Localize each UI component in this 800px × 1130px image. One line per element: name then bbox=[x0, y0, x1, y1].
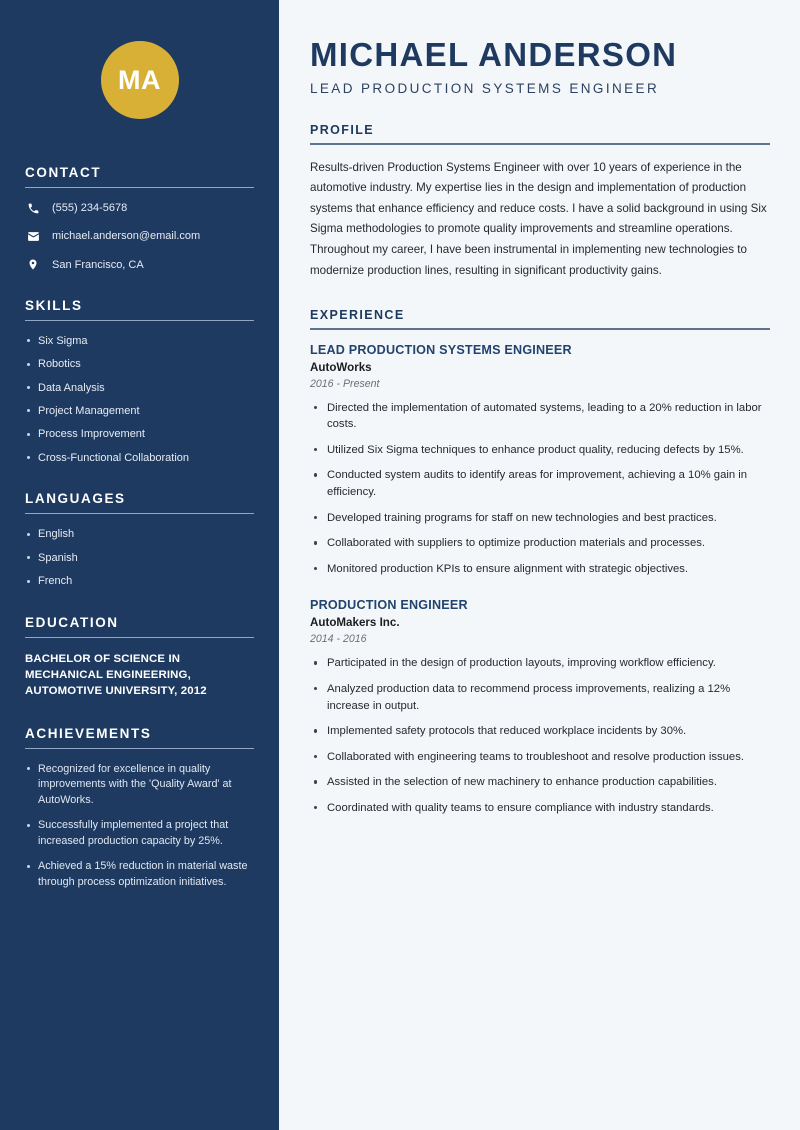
experience-heading: EXPERIENCE bbox=[310, 308, 405, 323]
contact-list bbox=[25, 201, 254, 272]
list-item: Process Improvement bbox=[25, 427, 254, 442]
list-item: Directed the implementation of automated systems, leading to a 20% reduction in labor costs. bbox=[310, 400, 770, 433]
list-item: Analyzed production data to recommend process improvements, realizing a 12% increase in output. bbox=[310, 681, 770, 714]
experience-section bbox=[310, 308, 770, 816]
sidebar bbox=[0, 0, 279, 1130]
languages-list bbox=[25, 527, 254, 589]
contact-divider bbox=[25, 187, 254, 188]
list-item: Achieved a 15% reduction in material waste through process optimization initiatives. bbox=[25, 859, 254, 890]
list-item: Spanish bbox=[25, 551, 254, 566]
education-divider bbox=[25, 637, 254, 638]
achievements-divider bbox=[25, 748, 254, 749]
languages-section bbox=[25, 491, 254, 589]
contact-item-location bbox=[25, 258, 254, 272]
experience-role: PRODUCTION ENGINEER bbox=[310, 598, 468, 613]
profile-section bbox=[310, 123, 770, 281]
profile-heading: PROFILE bbox=[310, 123, 374, 138]
contact-location-value: San Francisco, CA bbox=[52, 258, 144, 271]
list-item: Project Management bbox=[25, 404, 254, 419]
list-item: French bbox=[25, 574, 254, 589]
list-item: Successfully implemented a project that increased production capacity by 25%. bbox=[25, 818, 254, 849]
envelope-icon bbox=[25, 229, 41, 243]
main-content bbox=[279, 0, 800, 1130]
achievements-section bbox=[25, 726, 254, 891]
experience-entry bbox=[310, 343, 770, 578]
skills-heading: SKILLS bbox=[25, 297, 83, 313]
avatar bbox=[101, 41, 179, 119]
job-title-subtitle: LEAD PRODUCTION SYSTEMS ENGINEER bbox=[310, 81, 660, 97]
education-section bbox=[25, 615, 254, 700]
education-heading: EDUCATION bbox=[25, 614, 119, 630]
list-item: Collaborated with engineering teams to troubleshoot and resolve production issues. bbox=[310, 749, 770, 766]
experience-divider bbox=[310, 328, 770, 329]
experience-entry bbox=[310, 598, 770, 816]
list-item: Monitored production KPIs to ensure alignment with strategic objectives. bbox=[310, 561, 770, 578]
experience-company: AutoMakers Inc. bbox=[310, 616, 400, 630]
list-item: English bbox=[25, 527, 254, 542]
page-title: MICHAEL ANDERSON bbox=[310, 36, 678, 73]
list-item: Collaborated with suppliers to optimize production materials and processes. bbox=[310, 535, 770, 552]
list-item: Coordinated with quality teams to ensure compliance with industry standards. bbox=[310, 800, 770, 817]
list-item: Recognized for excellence in quality improvements with the 'Quality Award' at AutoWorks. bbox=[25, 762, 254, 809]
list-item: Utilized Six Sigma techniques to enhance product quality, reducing defects by 15%. bbox=[310, 442, 770, 459]
achievements-heading: ACHIEVEMENTS bbox=[25, 725, 152, 741]
list-item: Conducted system audits to identify areas for improvement, achieving a 10% gain in efficiency. bbox=[310, 467, 770, 500]
experience-dates: 2016 - Present bbox=[310, 377, 380, 390]
profile-text: Results-driven Production Systems Engineer with over 10 years of experience in the automotive industry. My expertise lies in the design and implementation of production systems that enhance efficiency and reduce costs. I have a solid background in using Six Sigma methodologies to promote quality improvements and streamline operations. Throughout my career, I have been instrumental in implementing new technologies to modernize production lines, resulting in significant productivity gains. bbox=[310, 160, 767, 277]
phone-icon bbox=[25, 201, 41, 215]
contact-item-email bbox=[25, 229, 254, 243]
experience-bullets bbox=[310, 655, 770, 816]
contact-item-phone bbox=[25, 201, 254, 215]
list-item: Robotics bbox=[25, 357, 254, 372]
contact-section bbox=[25, 165, 254, 272]
skills-section bbox=[25, 298, 254, 466]
list-item: Developed training programs for staff on new technologies and best practices. bbox=[310, 510, 770, 527]
skills-list bbox=[25, 334, 254, 466]
experience-company: AutoWorks bbox=[310, 360, 372, 374]
experience-bullets bbox=[310, 400, 770, 578]
avatar-initials: MA bbox=[118, 64, 161, 95]
list-item: Six Sigma bbox=[25, 334, 254, 349]
skills-divider bbox=[25, 320, 254, 321]
profile-divider bbox=[310, 143, 770, 144]
list-item: Data Analysis bbox=[25, 381, 254, 396]
experience-role: LEAD PRODUCTION SYSTEMS ENGINEER bbox=[310, 342, 572, 357]
list-item: Participated in the design of production layouts, improving workflow efficiency. bbox=[310, 655, 770, 672]
education-entry: BACHELOR OF SCIENCE IN MECHANICAL ENGINEERING, AUTOMOTIVE UNIVERSITY, 2012 bbox=[25, 652, 207, 698]
avatar-container bbox=[0, 0, 279, 119]
experience-dates: 2014 - 2016 bbox=[310, 633, 367, 646]
location-pin-icon bbox=[25, 258, 41, 272]
languages-heading: LANGUAGES bbox=[25, 491, 126, 507]
contact-phone-value: (555) 234-5678 bbox=[52, 202, 128, 214]
contact-heading: CONTACT bbox=[25, 165, 102, 180]
list-item: Implemented safety protocols that reduced workplace incidents by 30%. bbox=[310, 723, 770, 740]
achievements-list bbox=[25, 762, 254, 891]
contact-email-value: michael.anderson@email.com bbox=[52, 230, 201, 243]
list-item: Assisted in the selection of new machinery to enhance production capabilities. bbox=[310, 774, 770, 791]
languages-divider bbox=[25, 513, 254, 514]
list-item: Cross-Functional Collaboration bbox=[25, 451, 254, 466]
